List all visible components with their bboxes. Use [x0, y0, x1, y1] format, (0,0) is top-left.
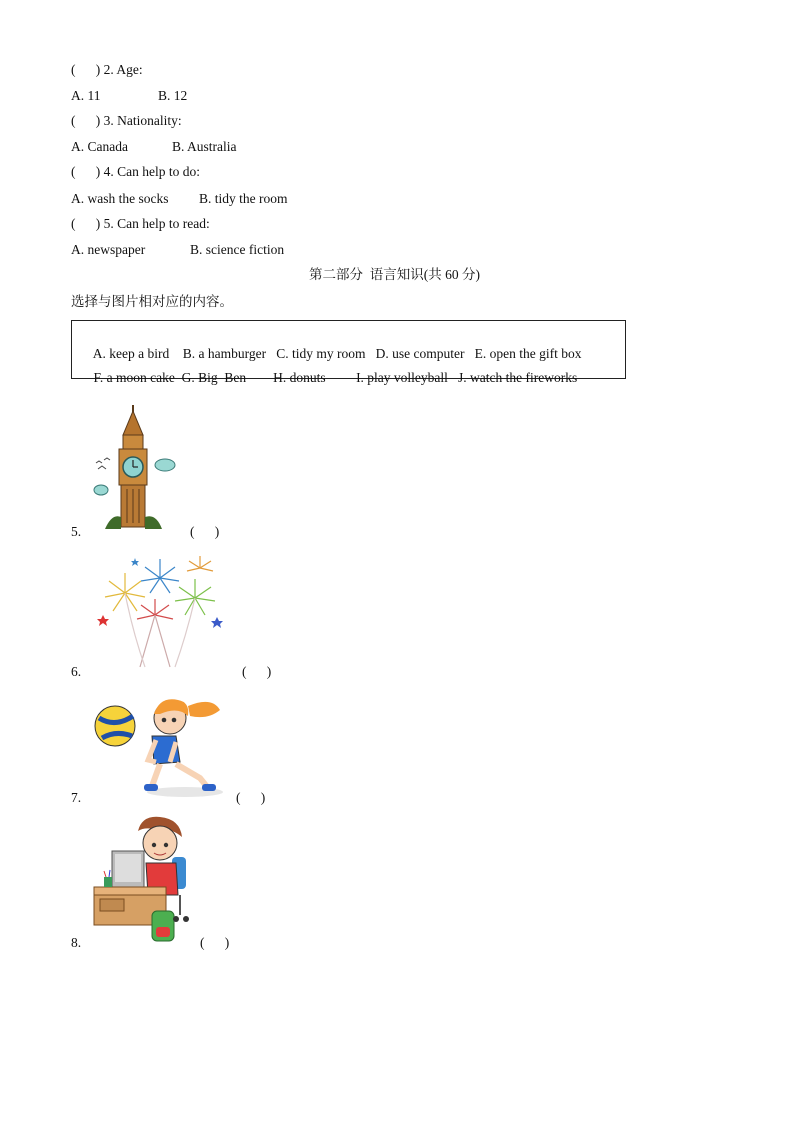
q2-option-a: A. 11 [71, 88, 101, 103]
picture-q8-number: 8. [71, 935, 82, 950]
q2-option-b: B. 12 [158, 88, 188, 103]
q4-stem: ( ) 4. Can help to do: [71, 164, 200, 179]
options-row-2 [80, 351, 577, 405]
picture-q6-blank[interactable]: ( ) [242, 664, 272, 679]
q4-option-a: A. wash the socks [71, 191, 169, 206]
option-b: B. a hamburger [182, 346, 267, 361]
picture-q5-blank[interactable]: ( ) [190, 524, 220, 539]
options-box [71, 320, 626, 385]
picture-q8-blank[interactable]: ( ) [200, 935, 230, 950]
q3-stem: ( ) 3. Nationality: [71, 113, 182, 128]
picture-q6-number: 6. [71, 664, 82, 679]
q3-option-a: A. Canada [71, 139, 128, 154]
option-i: I. play volleyball [356, 370, 448, 385]
option-g: G. Big Ben [181, 370, 247, 385]
option-e: E. open the gift box [474, 346, 582, 361]
option-j: J. watch the fireworks [458, 370, 578, 385]
fireworks-icon [95, 553, 225, 669]
q5-option-b: B. science fiction [190, 242, 285, 257]
instruction: 选择与图片相对应的内容。 [71, 294, 233, 309]
option-d: D. use computer [375, 346, 465, 361]
q4-option-b: B. tidy the room [199, 191, 288, 206]
picture-q7-blank[interactable]: ( ) [236, 790, 266, 805]
q5-option-a: A. newspaper [71, 242, 146, 257]
option-f: F. a moon cake [93, 370, 175, 385]
section-title: 第二部分 语言知识(共 60 分) [309, 267, 480, 282]
option-a: A. keep a bird [92, 346, 170, 361]
volleyball-girl-icon [90, 690, 225, 800]
option-c: C. tidy my room [276, 346, 366, 361]
picture-q7-number: 7. [71, 790, 82, 805]
boy-computer-icon [90, 815, 190, 950]
option-h: H. donuts [273, 370, 326, 385]
picture-q5-number: 5. [71, 524, 82, 539]
q3-option-b: B. Australia [172, 139, 237, 154]
q2-stem: ( ) 2. Age: [71, 62, 143, 77]
q5-stem: ( ) 5. Can help to read: [71, 216, 210, 231]
big-ben-icon [90, 405, 180, 533]
